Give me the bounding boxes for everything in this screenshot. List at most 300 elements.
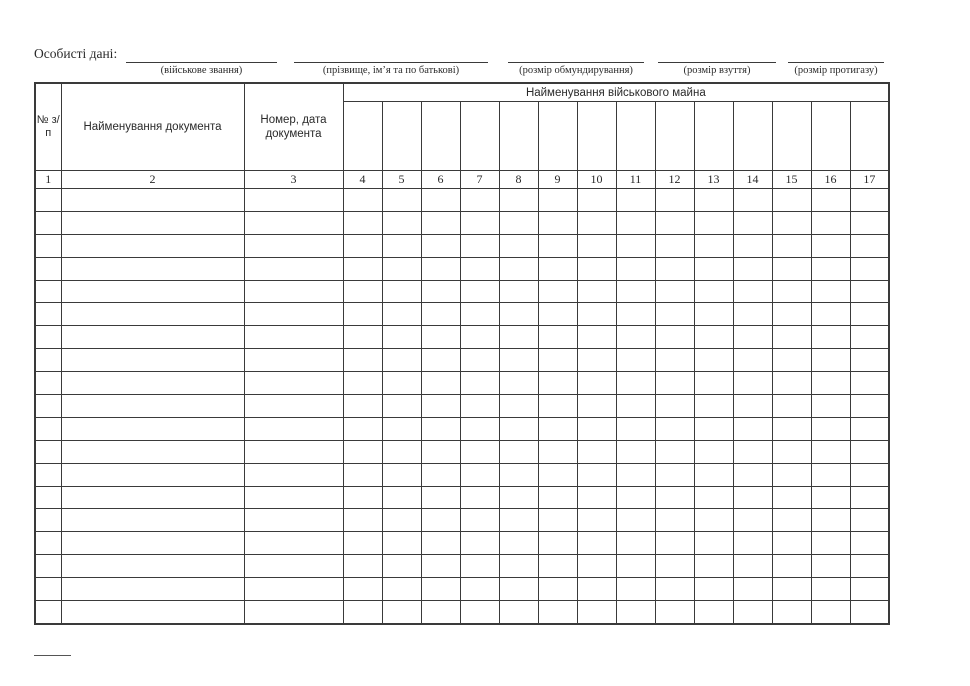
table-cell[interactable] bbox=[772, 578, 811, 601]
table-cell[interactable] bbox=[499, 440, 538, 463]
table-cell[interactable] bbox=[616, 372, 655, 395]
table-cell[interactable] bbox=[421, 440, 460, 463]
table-cell[interactable] bbox=[655, 257, 694, 280]
table-cell[interactable] bbox=[61, 417, 244, 440]
table-cell[interactable] bbox=[538, 395, 577, 418]
table-cell[interactable] bbox=[61, 211, 244, 234]
table-cell[interactable] bbox=[772, 189, 811, 212]
table-cell[interactable] bbox=[694, 440, 733, 463]
table-cell[interactable] bbox=[35, 326, 61, 349]
table-cell[interactable] bbox=[733, 555, 772, 578]
table-cell[interactable] bbox=[421, 211, 460, 234]
table-cell[interactable] bbox=[616, 555, 655, 578]
table-cell[interactable] bbox=[460, 211, 499, 234]
table-cell[interactable] bbox=[382, 532, 421, 555]
table-cell[interactable] bbox=[655, 372, 694, 395]
table-cell[interactable] bbox=[772, 234, 811, 257]
table-cell[interactable] bbox=[733, 211, 772, 234]
table-cell[interactable] bbox=[343, 440, 382, 463]
table-cell[interactable] bbox=[35, 578, 61, 601]
table-cell[interactable] bbox=[343, 303, 382, 326]
table-cell[interactable] bbox=[811, 211, 850, 234]
table-cell[interactable] bbox=[772, 303, 811, 326]
table-cell[interactable] bbox=[35, 486, 61, 509]
uniform-size-field[interactable] bbox=[508, 62, 644, 77]
table-cell[interactable] bbox=[421, 326, 460, 349]
table-cell[interactable] bbox=[772, 395, 811, 418]
property-name-cell[interactable] bbox=[460, 102, 499, 171]
table-cell[interactable] bbox=[460, 395, 499, 418]
table-cell[interactable] bbox=[694, 417, 733, 440]
table-cell[interactable] bbox=[35, 189, 61, 212]
table-cell[interactable] bbox=[538, 257, 577, 280]
table-cell[interactable] bbox=[35, 601, 61, 624]
table-cell[interactable] bbox=[850, 234, 889, 257]
table-cell[interactable] bbox=[655, 555, 694, 578]
table-cell[interactable] bbox=[244, 257, 343, 280]
table-cell[interactable] bbox=[811, 303, 850, 326]
table-cell[interactable] bbox=[499, 417, 538, 440]
table-cell[interactable] bbox=[733, 280, 772, 303]
table-cell[interactable] bbox=[499, 601, 538, 624]
table-cell[interactable] bbox=[343, 280, 382, 303]
table-cell[interactable] bbox=[460, 303, 499, 326]
table-cell[interactable] bbox=[343, 509, 382, 532]
table-cell[interactable] bbox=[460, 417, 499, 440]
full-name-field[interactable] bbox=[294, 62, 488, 77]
table-cell[interactable] bbox=[811, 555, 850, 578]
table-cell[interactable] bbox=[460, 509, 499, 532]
table-cell[interactable] bbox=[382, 349, 421, 372]
table-cell[interactable] bbox=[61, 280, 244, 303]
table-cell[interactable] bbox=[733, 303, 772, 326]
table-cell[interactable] bbox=[499, 280, 538, 303]
table-cell[interactable] bbox=[538, 601, 577, 624]
table-cell[interactable] bbox=[694, 326, 733, 349]
table-cell[interactable] bbox=[382, 578, 421, 601]
table-cell[interactable] bbox=[35, 440, 61, 463]
table-cell[interactable] bbox=[655, 486, 694, 509]
table-cell[interactable] bbox=[421, 349, 460, 372]
table-cell[interactable] bbox=[577, 189, 616, 212]
table-cell[interactable] bbox=[35, 509, 61, 532]
table-cell[interactable] bbox=[343, 211, 382, 234]
table-cell[interactable] bbox=[733, 509, 772, 532]
table-cell[interactable] bbox=[811, 257, 850, 280]
table-cell[interactable] bbox=[538, 463, 577, 486]
table-cell[interactable] bbox=[655, 578, 694, 601]
table-cell[interactable] bbox=[421, 372, 460, 395]
table-cell[interactable] bbox=[538, 211, 577, 234]
table-cell[interactable] bbox=[382, 326, 421, 349]
table-cell[interactable] bbox=[61, 578, 244, 601]
table-cell[interactable] bbox=[35, 532, 61, 555]
table-cell[interactable] bbox=[733, 234, 772, 257]
table-cell[interactable] bbox=[421, 303, 460, 326]
table-cell[interactable] bbox=[733, 349, 772, 372]
table-cell[interactable] bbox=[577, 578, 616, 601]
table-cell[interactable] bbox=[244, 395, 343, 418]
table-cell[interactable] bbox=[733, 326, 772, 349]
table-cell[interactable] bbox=[382, 601, 421, 624]
table-cell[interactable] bbox=[655, 395, 694, 418]
table-cell[interactable] bbox=[244, 417, 343, 440]
table-cell[interactable] bbox=[694, 509, 733, 532]
table-cell[interactable] bbox=[61, 532, 244, 555]
table-cell[interactable] bbox=[244, 189, 343, 212]
table-cell[interactable] bbox=[616, 417, 655, 440]
table-cell[interactable] bbox=[694, 601, 733, 624]
table-cell[interactable] bbox=[343, 395, 382, 418]
table-cell[interactable] bbox=[772, 509, 811, 532]
table-cell[interactable] bbox=[61, 189, 244, 212]
table-cell[interactable] bbox=[577, 395, 616, 418]
table-cell[interactable] bbox=[811, 395, 850, 418]
table-cell[interactable] bbox=[61, 395, 244, 418]
table-cell[interactable] bbox=[772, 601, 811, 624]
table-cell[interactable] bbox=[694, 486, 733, 509]
property-name-cell[interactable] bbox=[577, 102, 616, 171]
property-name-cell[interactable] bbox=[616, 102, 655, 171]
table-cell[interactable] bbox=[616, 211, 655, 234]
table-cell[interactable] bbox=[577, 440, 616, 463]
table-cell[interactable] bbox=[460, 555, 499, 578]
table-cell[interactable] bbox=[61, 349, 244, 372]
table-cell[interactable] bbox=[811, 463, 850, 486]
table-cell[interactable] bbox=[733, 601, 772, 624]
table-cell[interactable] bbox=[244, 280, 343, 303]
table-cell[interactable] bbox=[421, 463, 460, 486]
table-cell[interactable] bbox=[343, 601, 382, 624]
table-cell[interactable] bbox=[694, 349, 733, 372]
table-cell[interactable] bbox=[577, 463, 616, 486]
table-cell[interactable] bbox=[772, 372, 811, 395]
table-cell[interactable] bbox=[499, 578, 538, 601]
table-cell[interactable] bbox=[850, 486, 889, 509]
table-cell[interactable] bbox=[61, 601, 244, 624]
table-cell[interactable] bbox=[655, 532, 694, 555]
table-cell[interactable] bbox=[850, 280, 889, 303]
table-cell[interactable] bbox=[577, 601, 616, 624]
table-cell[interactable] bbox=[460, 349, 499, 372]
table-cell[interactable] bbox=[733, 463, 772, 486]
property-name-cell[interactable] bbox=[421, 102, 460, 171]
property-name-cell[interactable] bbox=[499, 102, 538, 171]
table-cell[interactable] bbox=[850, 189, 889, 212]
table-cell[interactable] bbox=[577, 555, 616, 578]
table-cell[interactable] bbox=[382, 280, 421, 303]
property-name-cell[interactable] bbox=[343, 102, 382, 171]
table-cell[interactable] bbox=[35, 555, 61, 578]
table-cell[interactable] bbox=[343, 417, 382, 440]
table-cell[interactable] bbox=[850, 509, 889, 532]
table-cell[interactable] bbox=[499, 395, 538, 418]
table-cell[interactable] bbox=[811, 372, 850, 395]
table-cell[interactable] bbox=[460, 578, 499, 601]
table-cell[interactable] bbox=[616, 280, 655, 303]
table-cell[interactable] bbox=[35, 395, 61, 418]
table-cell[interactable] bbox=[499, 189, 538, 212]
table-cell[interactable] bbox=[694, 578, 733, 601]
table-cell[interactable] bbox=[61, 372, 244, 395]
table-cell[interactable] bbox=[655, 326, 694, 349]
table-cell[interactable] bbox=[460, 326, 499, 349]
table-cell[interactable] bbox=[244, 303, 343, 326]
table-cell[interactable] bbox=[61, 463, 244, 486]
table-cell[interactable] bbox=[538, 234, 577, 257]
table-cell[interactable] bbox=[538, 280, 577, 303]
table-cell[interactable] bbox=[850, 555, 889, 578]
table-cell[interactable] bbox=[460, 532, 499, 555]
table-cell[interactable] bbox=[61, 303, 244, 326]
table-cell[interactable] bbox=[538, 303, 577, 326]
table-cell[interactable] bbox=[694, 257, 733, 280]
property-name-cell[interactable] bbox=[733, 102, 772, 171]
table-cell[interactable] bbox=[382, 234, 421, 257]
table-cell[interactable] bbox=[733, 417, 772, 440]
table-cell[interactable] bbox=[772, 417, 811, 440]
table-cell[interactable] bbox=[694, 463, 733, 486]
table-cell[interactable] bbox=[343, 486, 382, 509]
table-cell[interactable] bbox=[850, 372, 889, 395]
table-cell[interactable] bbox=[850, 395, 889, 418]
table-cell[interactable] bbox=[811, 417, 850, 440]
table-cell[interactable] bbox=[733, 395, 772, 418]
table-cell[interactable] bbox=[244, 372, 343, 395]
table-cell[interactable] bbox=[850, 303, 889, 326]
table-cell[interactable] bbox=[421, 555, 460, 578]
table-cell[interactable] bbox=[733, 578, 772, 601]
table-cell[interactable] bbox=[577, 257, 616, 280]
table-cell[interactable] bbox=[655, 417, 694, 440]
table-cell[interactable] bbox=[382, 509, 421, 532]
table-cell[interactable] bbox=[421, 234, 460, 257]
table-cell[interactable] bbox=[421, 509, 460, 532]
table-cell[interactable] bbox=[244, 326, 343, 349]
table-cell[interactable] bbox=[421, 417, 460, 440]
table-cell[interactable] bbox=[772, 463, 811, 486]
table-cell[interactable] bbox=[499, 349, 538, 372]
table-cell[interactable] bbox=[35, 417, 61, 440]
table-cell[interactable] bbox=[421, 257, 460, 280]
table-cell[interactable] bbox=[460, 486, 499, 509]
table-cell[interactable] bbox=[733, 257, 772, 280]
table-cell[interactable] bbox=[577, 211, 616, 234]
table-cell[interactable] bbox=[694, 395, 733, 418]
table-cell[interactable] bbox=[694, 211, 733, 234]
table-cell[interactable] bbox=[733, 486, 772, 509]
table-cell[interactable] bbox=[421, 601, 460, 624]
table-cell[interactable] bbox=[538, 372, 577, 395]
table-cell[interactable] bbox=[382, 555, 421, 578]
table-cell[interactable] bbox=[343, 578, 382, 601]
table-cell[interactable] bbox=[577, 326, 616, 349]
table-cell[interactable] bbox=[244, 349, 343, 372]
table-cell[interactable] bbox=[850, 532, 889, 555]
table-cell[interactable] bbox=[811, 509, 850, 532]
table-cell[interactable] bbox=[733, 532, 772, 555]
table-cell[interactable] bbox=[343, 349, 382, 372]
table-cell[interactable] bbox=[61, 486, 244, 509]
table-cell[interactable] bbox=[772, 486, 811, 509]
table-cell[interactable] bbox=[772, 349, 811, 372]
table-cell[interactable] bbox=[244, 486, 343, 509]
table-cell[interactable] bbox=[499, 463, 538, 486]
table-cell[interactable] bbox=[343, 555, 382, 578]
table-cell[interactable] bbox=[538, 189, 577, 212]
table-cell[interactable] bbox=[382, 211, 421, 234]
table-cell[interactable] bbox=[811, 326, 850, 349]
table-cell[interactable] bbox=[577, 372, 616, 395]
table-cell[interactable] bbox=[343, 257, 382, 280]
table-cell[interactable] bbox=[343, 326, 382, 349]
table-cell[interactable] bbox=[655, 211, 694, 234]
table-cell[interactable] bbox=[382, 372, 421, 395]
table-cell[interactable] bbox=[616, 486, 655, 509]
table-cell[interactable] bbox=[382, 395, 421, 418]
table-cell[interactable] bbox=[61, 440, 244, 463]
table-cell[interactable] bbox=[538, 532, 577, 555]
table-cell[interactable] bbox=[616, 189, 655, 212]
table-cell[interactable] bbox=[772, 532, 811, 555]
table-cell[interactable] bbox=[460, 372, 499, 395]
property-name-cell[interactable] bbox=[772, 102, 811, 171]
table-cell[interactable] bbox=[811, 578, 850, 601]
table-cell[interactable] bbox=[694, 532, 733, 555]
table-cell[interactable] bbox=[577, 234, 616, 257]
table-cell[interactable] bbox=[538, 578, 577, 601]
table-cell[interactable] bbox=[538, 417, 577, 440]
property-name-cell[interactable] bbox=[655, 102, 694, 171]
table-cell[interactable] bbox=[421, 532, 460, 555]
table-cell[interactable] bbox=[382, 463, 421, 486]
table-cell[interactable] bbox=[850, 601, 889, 624]
table-cell[interactable] bbox=[382, 257, 421, 280]
table-cell[interactable] bbox=[655, 601, 694, 624]
table-cell[interactable] bbox=[499, 555, 538, 578]
table-cell[interactable] bbox=[35, 303, 61, 326]
table-cell[interactable] bbox=[421, 578, 460, 601]
table-cell[interactable] bbox=[244, 578, 343, 601]
table-cell[interactable] bbox=[538, 555, 577, 578]
table-cell[interactable] bbox=[421, 486, 460, 509]
table-cell[interactable] bbox=[244, 211, 343, 234]
table-cell[interactable] bbox=[616, 440, 655, 463]
property-name-cell[interactable] bbox=[382, 102, 421, 171]
table-cell[interactable] bbox=[577, 349, 616, 372]
table-cell[interactable] bbox=[244, 234, 343, 257]
table-cell[interactable] bbox=[35, 257, 61, 280]
table-cell[interactable] bbox=[499, 257, 538, 280]
table-cell[interactable] bbox=[733, 189, 772, 212]
table-cell[interactable] bbox=[244, 555, 343, 578]
table-cell[interactable] bbox=[499, 509, 538, 532]
table-cell[interactable] bbox=[499, 326, 538, 349]
table-cell[interactable] bbox=[850, 257, 889, 280]
table-cell[interactable] bbox=[850, 211, 889, 234]
table-cell[interactable] bbox=[343, 372, 382, 395]
table-cell[interactable] bbox=[616, 349, 655, 372]
table-cell[interactable] bbox=[850, 417, 889, 440]
table-cell[interactable] bbox=[655, 280, 694, 303]
table-cell[interactable] bbox=[499, 532, 538, 555]
table-cell[interactable] bbox=[499, 372, 538, 395]
table-cell[interactable] bbox=[460, 440, 499, 463]
table-cell[interactable] bbox=[382, 417, 421, 440]
table-cell[interactable] bbox=[343, 463, 382, 486]
table-cell[interactable] bbox=[577, 532, 616, 555]
property-name-cell[interactable] bbox=[694, 102, 733, 171]
table-cell[interactable] bbox=[772, 280, 811, 303]
table-cell[interactable] bbox=[538, 349, 577, 372]
table-cell[interactable] bbox=[772, 211, 811, 234]
table-cell[interactable] bbox=[616, 234, 655, 257]
table-cell[interactable] bbox=[538, 509, 577, 532]
table-cell[interactable] bbox=[460, 257, 499, 280]
table-cell[interactable] bbox=[694, 372, 733, 395]
table-cell[interactable] bbox=[577, 280, 616, 303]
table-cell[interactable] bbox=[343, 532, 382, 555]
table-cell[interactable] bbox=[35, 463, 61, 486]
property-name-cell[interactable] bbox=[538, 102, 577, 171]
table-cell[interactable] bbox=[694, 234, 733, 257]
table-cell[interactable] bbox=[460, 601, 499, 624]
table-cell[interactable] bbox=[850, 440, 889, 463]
table-cell[interactable] bbox=[35, 372, 61, 395]
table-cell[interactable] bbox=[499, 234, 538, 257]
table-cell[interactable] bbox=[343, 234, 382, 257]
table-cell[interactable] bbox=[655, 349, 694, 372]
table-cell[interactable] bbox=[343, 189, 382, 212]
table-cell[interactable] bbox=[850, 326, 889, 349]
table-cell[interactable] bbox=[811, 440, 850, 463]
table-cell[interactable] bbox=[850, 349, 889, 372]
table-cell[interactable] bbox=[244, 532, 343, 555]
table-cell[interactable] bbox=[538, 486, 577, 509]
property-name-cell[interactable] bbox=[811, 102, 850, 171]
table-cell[interactable] bbox=[538, 440, 577, 463]
table-cell[interactable] bbox=[655, 509, 694, 532]
table-cell[interactable] bbox=[577, 509, 616, 532]
table-cell[interactable] bbox=[694, 303, 733, 326]
table-cell[interactable] bbox=[616, 463, 655, 486]
table-cell[interactable] bbox=[499, 303, 538, 326]
shoe-size-field[interactable] bbox=[658, 62, 776, 77]
table-cell[interactable] bbox=[421, 395, 460, 418]
table-cell[interactable] bbox=[244, 440, 343, 463]
table-cell[interactable] bbox=[460, 280, 499, 303]
table-cell[interactable] bbox=[35, 280, 61, 303]
table-cell[interactable] bbox=[382, 440, 421, 463]
table-cell[interactable] bbox=[616, 257, 655, 280]
table-cell[interactable] bbox=[244, 509, 343, 532]
table-cell[interactable] bbox=[655, 463, 694, 486]
table-cell[interactable] bbox=[811, 486, 850, 509]
table-cell[interactable] bbox=[811, 349, 850, 372]
table-cell[interactable] bbox=[244, 463, 343, 486]
table-cell[interactable] bbox=[772, 257, 811, 280]
table-cell[interactable] bbox=[616, 532, 655, 555]
table-cell[interactable] bbox=[577, 417, 616, 440]
table-cell[interactable] bbox=[382, 189, 421, 212]
table-cell[interactable] bbox=[499, 211, 538, 234]
table-cell[interactable] bbox=[772, 555, 811, 578]
table-cell[interactable] bbox=[61, 555, 244, 578]
table-cell[interactable] bbox=[811, 601, 850, 624]
table-cell[interactable] bbox=[850, 463, 889, 486]
gas-mask-size-field[interactable] bbox=[788, 62, 884, 77]
table-cell[interactable] bbox=[61, 257, 244, 280]
